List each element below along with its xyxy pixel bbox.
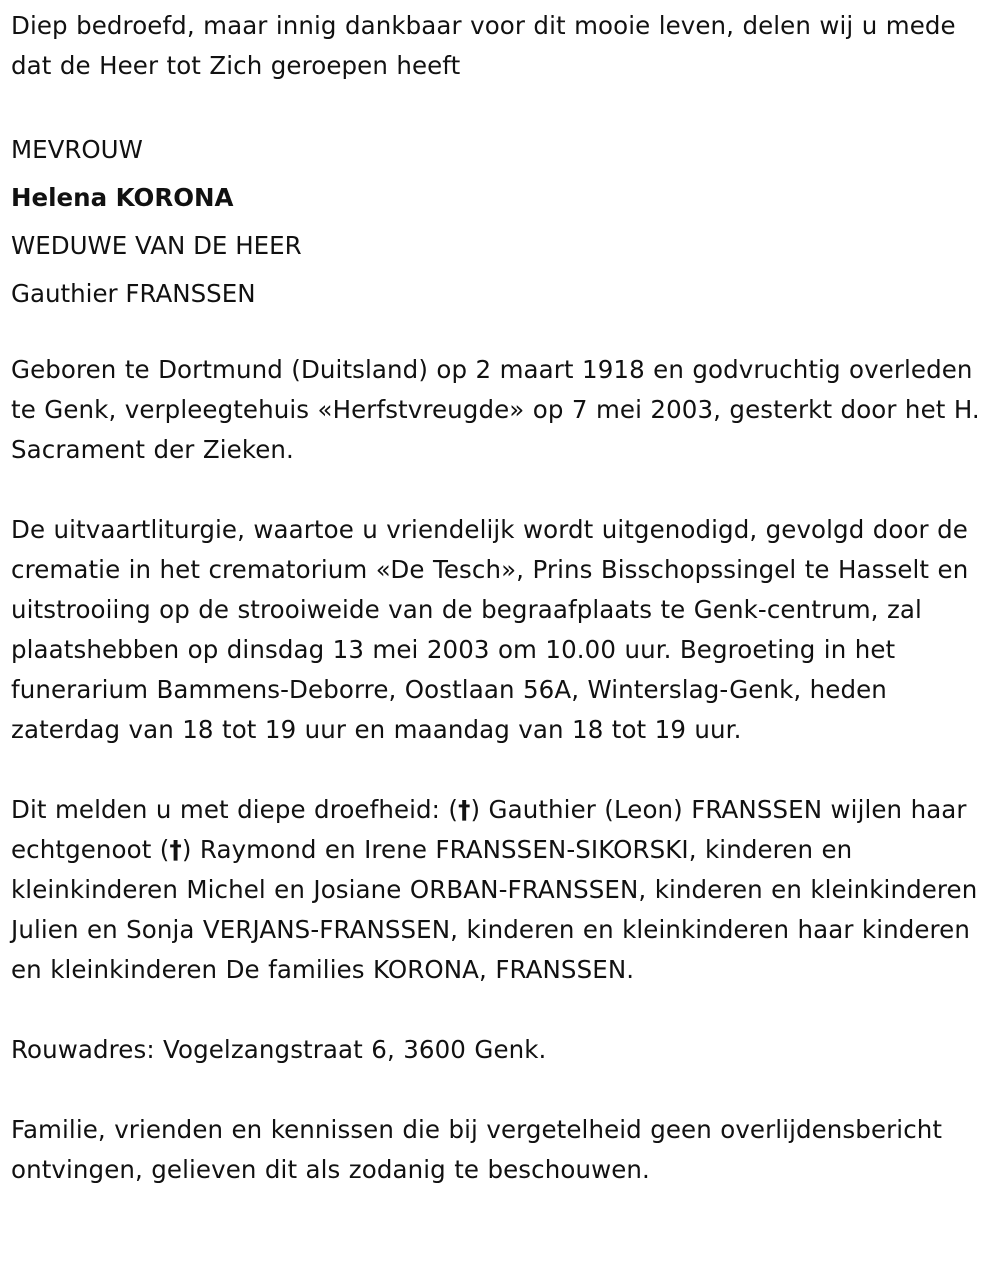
deceased-title: MEVROUW bbox=[11, 135, 143, 164]
mourners-paragraph bbox=[11, 790, 989, 990]
spouse-name: Gauthier FRANSSEN bbox=[11, 279, 256, 308]
mourning-address: Rouwadres: Vogelzangstraat 6, 3600 Genk. bbox=[11, 1035, 547, 1064]
birth-death-paragraph: Geboren te Dortmund (Duitsland) op 2 maart 1918 en godvruchtig overleden te Genk, verpleegtehuis «Herfstvreugde» op 7 mei 2003, gesterkt door het H. Sacrament der Zieken. bbox=[11, 355, 980, 464]
mourners-part-2: ) Raymond en Irene FRANSSEN-SIKORSKI, kinderen en kleinkinderen Michel en Josiane ORBAN-FRANSSEN, kinderen en kleinkinderen Julien en Sonja VERJANS-FRANSSEN, kinderen en kleinkinderen haar kinderen en kleinkinderen De families KORONA, FRANSSEN. bbox=[11, 835, 978, 984]
deceased-relation: WEDUWE VAN DE HEER bbox=[11, 231, 302, 260]
funeral-paragraph: De uitvaartliturgie, waartoe u vriendelijk wordt uitgenodigd, gevolgd door de crematie in het crematorium «De Tesch», Prins Bisschopssingel te Hasselt en uitstrooiing op de strooiweide van de begraafplaats te Genk-centrum, zal plaatshebben op dinsdag 13 mei 2003 om 10.00 uur. Begroeting in het funerarium Bammens-Deborre, Oostlaan 56A, Winterslag-Genk, heden zaterdag van 18 tot 19 uur en maandag van 18 tot 19 uur. bbox=[11, 515, 969, 744]
mourners-intro: Dit melden u met diepe droefheid: ( bbox=[11, 795, 459, 824]
deceased-block bbox=[11, 126, 989, 318]
spacer bbox=[11, 1070, 989, 1110]
deceased-name: Helena KORONA bbox=[11, 183, 234, 212]
intro-paragraph: Diep bedroefd, maar innig dankbaar voor dit mooie leven, delen wij u mede dat de Heer tot Zich geroepen heeft bbox=[11, 11, 956, 80]
cross-icon: † bbox=[169, 835, 182, 864]
spacer bbox=[11, 990, 989, 1030]
spacer bbox=[11, 470, 989, 510]
cross-icon: † bbox=[458, 795, 471, 824]
spacer bbox=[11, 750, 989, 790]
closing-paragraph: Familie, vrienden en kennissen die bij vergetelheid geen overlijdensbericht ontvingen, gelieven dit als zodanig te beschouwen. bbox=[11, 1115, 943, 1184]
spacer bbox=[11, 318, 989, 350]
spacer bbox=[11, 86, 989, 126]
mourners-part-1: ) Gauthier (Leon) FRANSSEN wijlen haar echtgenoot ( bbox=[11, 795, 967, 864]
